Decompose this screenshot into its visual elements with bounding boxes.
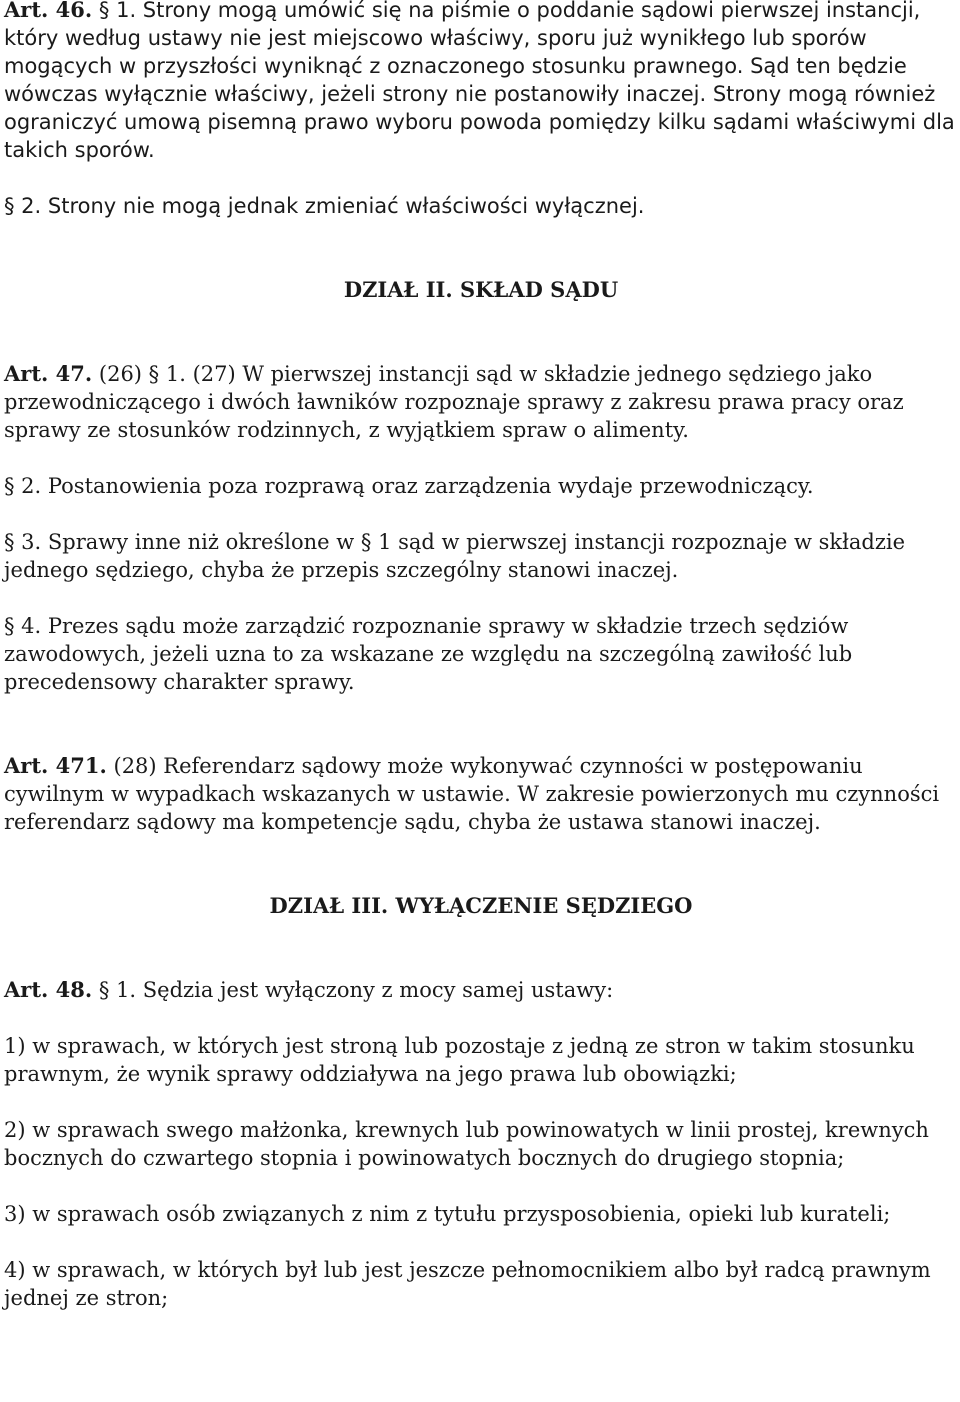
art48-item-1: 1) w sprawach, w których jest stroną lub pozostaje z jedną ze stron w takim stosunku prawnym, że wynik sprawy oddziaływa na jego prawa lub obowiązki; xyxy=(4,1034,915,1086)
art46-para2 xyxy=(4,192,958,220)
dzial3-heading: DZIAŁ III. WYŁĄCZENIE SĘDZIEGO xyxy=(269,893,693,918)
art471-text: (28) Referendarz sądowy może wykonywać czynności w postępowaniu cywilnym w wypadkach wskazanych w ustawie. W zakresie powierzonych mu czynności referendarz sądowy ma kompetencje sądu, chyba że ustawa stanowi inaczej. xyxy=(4,754,940,834)
art47-para1-text: (26) § 1. (27) W pierwszej instancji sąd w składzie jednego sędziego jako przewodniczącego i dwóch ławników rozpoznaje sprawy z zakresu prawa pracy oraz sprawy ze stosunków rodzinnych, z wyjątkiem spraw o alimenty. xyxy=(4,362,904,442)
art46-para2-marker: § 2. xyxy=(4,194,42,218)
document-page xyxy=(4,0,958,1312)
art471 xyxy=(4,752,958,836)
art46-para1-body xyxy=(4,0,955,162)
art48-intro xyxy=(4,976,958,1004)
art47-para4: § 4. Prezes sądu może zarządzić rozpoznanie sprawy w składzie trzech sędziów zawodowych, jeżeli uzna to za wskazane ze względu na szczególną zawiłość lub precedensowy charakter sprawy. xyxy=(4,614,853,694)
art46-para2-text: Strony nie mogą jednak zmieniać właściwości wyłącznej. xyxy=(41,194,645,218)
art46-para1 xyxy=(4,0,958,164)
art471-label: Art. 471. xyxy=(4,753,107,778)
art48-label: Art. 48. xyxy=(4,977,93,1002)
art47-para2: § 2. Postanowienia poza rozprawą oraz zarządzenia wydaje przewodniczący. xyxy=(4,474,814,498)
art48-intro-text: § 1. Sędzia jest wyłączony z mocy samej ustawy: xyxy=(92,978,614,1002)
art47-para3: § 3. Sprawy inne niż określone w § 1 sąd w pierwszej instancji rozpoznaje w składzie jednego sędziego, chyba że przepis szczególny stanowi inaczej. xyxy=(4,530,906,582)
art47-para1 xyxy=(4,360,958,444)
art46-para1-text: Strony mogą umówić się na piśmie o poddanie sądowi pierwszej instancji, który według ustawy nie jest miejscowo właściwy, sporu już wynikłego lub sporów mogących w przyszłości wyniknąć z oznaczonego stosunku prawnego. Sąd ten będzie wówczas wyłącznie właściwy, jeżeli strony nie postanowiły inaczej. Strony mogą również ograniczyć umową pisemną prawo wyboru powoda pomiędzy kilku sądami właściwymi dla takich sporów. xyxy=(4,0,955,162)
art46-para1-marker: § 1. xyxy=(98,0,137,22)
art47-label: Art. 47. xyxy=(4,361,93,386)
dzial2-heading: DZIAŁ II. SKŁAD SĄDU xyxy=(343,277,619,302)
art48-item-2: 2) w sprawach swego małżonka, krewnych lub powinowatych w linii prostej, krewnych bocznych do czwartego stopnia i powinowatych bocznych do drugiego stopnia; xyxy=(4,1118,929,1170)
art48-item-3: 3) w sprawach osób związanych z nim z tytułu przysposobienia, opieki lub kurateli; xyxy=(4,1202,891,1226)
art48-item-4: 4) w sprawach, w których był lub jest jeszcze pełnomocnikiem albo był radcą prawnym jednej ze stron; xyxy=(4,1258,931,1310)
art46-label: Art. 46. xyxy=(4,0,93,22)
